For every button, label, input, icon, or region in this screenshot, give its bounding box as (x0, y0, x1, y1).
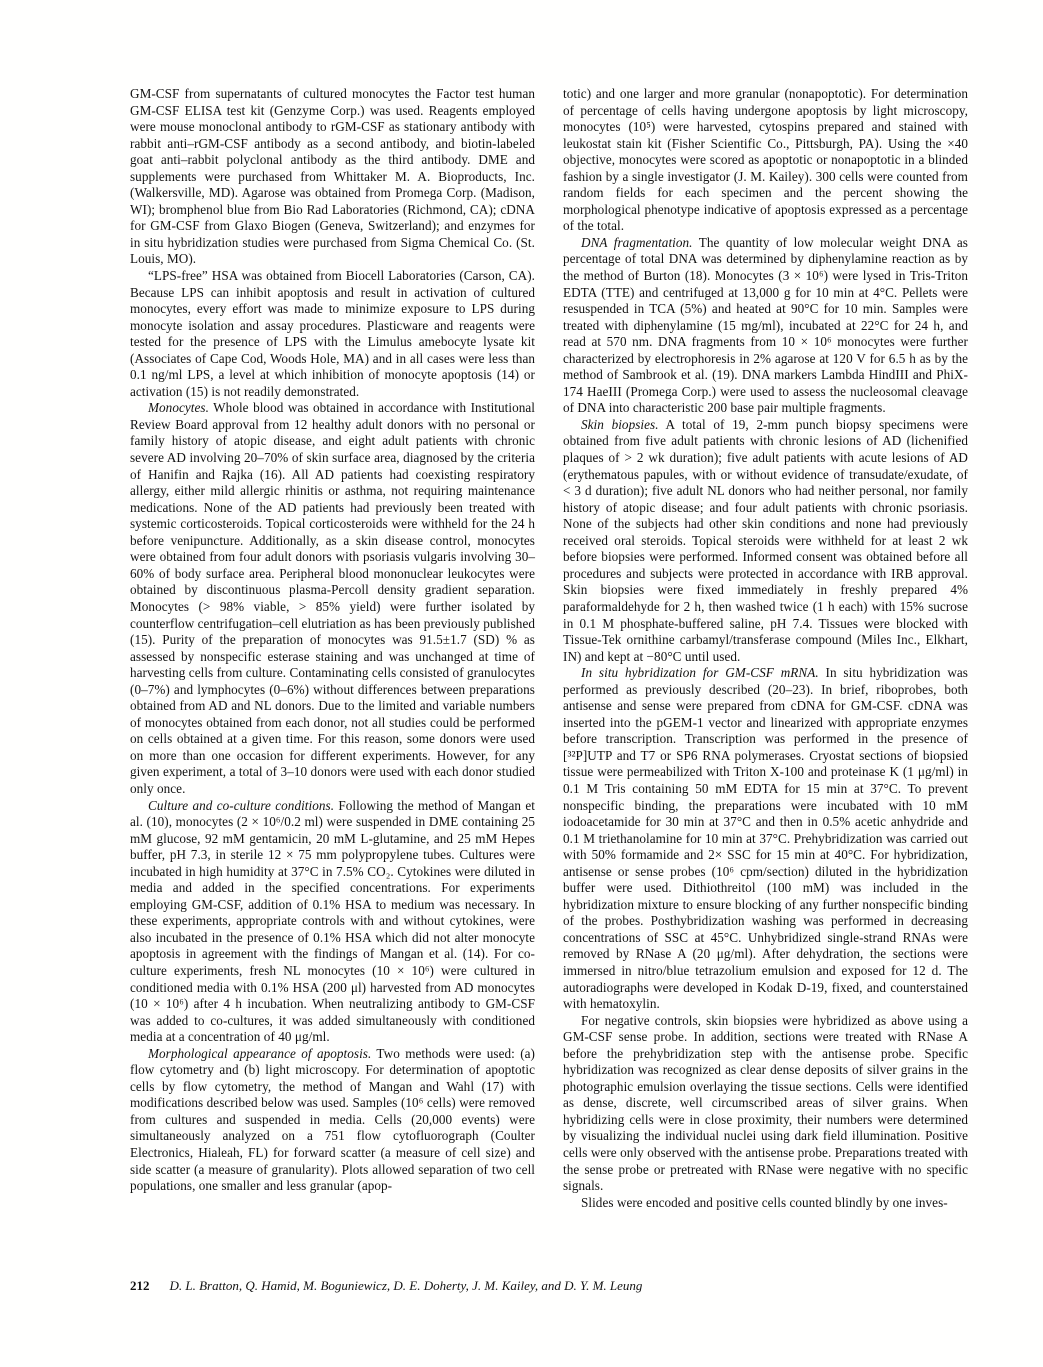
paragraph-text: Two methods were used: (a) flow cytometry and (b) light microscopy. For determination of apoptotic cells by flow cytometry, the method of Mangan and Wahl (17) with modifications described below was used. Samples (10⁶ cells) were removed from cultures and suspended in media. Cells (20,000 events) were simultaneously analyzed on a 751 flow cytofluorograph (Coulter Electronics, Hialeah, FL) for forward scatter (a measure of cell size) and side scatter (a measure of granularity). Plots allowed separation of two cell populations, one smaller and less granular (apop- (130, 1045, 535, 1194)
footer-authors: D. L. Bratton, Q. Hamid, M. Boguniewicz, D. E. Doherty, J. M. Kailey, and D. Y. M. Leung (169, 1278, 643, 1293)
paragraph-text: Whole blood was obtained in accordance with Institutional Review Board approval from 12 healthy adult donors with no personal or family history of atopic disease, and eight adult patients with chronic severe AD involving 20–70% of skin surface area, diagnosed by the criteria of Hanifin and Rajka (16). All AD patients had coexisting respiratory allergy, either mild allergic rhinitis or asthma, not requiring maintenance medications. None of the AD patients had previously been treated with systemic corticosteroids. Topical corticosteroids were withheld for the 24 h before venipuncture. Additionally, as a skin disease control, monocytes were obtained from four adult donors with psoriasis vulgaris involving 30–60% of body surface area. Peripheral blood mononuclear leukocytes were obtained by discontinuous plasma-Percoll density gradient separation. Monocytes (> 98% viable, > 85% yield) were further isolated by counterflow centrifugation–cell elutriation as has been previously published (15). Purity of the preparation of monocytes was 91.5±1.7 (SD) % as assessed by nonspecific esterase staining and was unchanged at time of harvesting cells from culture. Contaminating cells consisted of granulocytes (0–7%) and lymphocytes (0–6%) without differences between preparations obtained from AD and NL donors. Due to the limited and variable numbers of monocytes obtained from each donor, not all studies could be performed on cells obtained at a given time. For this reason, some donors were used on more than one occasion for different experiments. However, for any given experiment, a total of 3–10 donors were used with each donor studied only once. (130, 400, 535, 796)
paragraph-lead: Culture and co-culture conditions. (148, 797, 335, 813)
paragraph (563, 1195, 968, 1212)
paragraph-text: Slides were encoded and positive cells counted blindly by one inves- (581, 1194, 948, 1210)
paragraph-lead: Morphological appearance of apoptosis. (148, 1045, 372, 1061)
paragraph-lead: DNA fragmentation. (581, 234, 693, 250)
paragraph (130, 798, 535, 1046)
paragraph (130, 400, 535, 797)
paragraph-text: totic) and one larger and more granular (nonapoptotic). For determination of percentage of cells having undergone apoptosis by light microscopy, monocytes (10⁵) were harvested, cytospins prepared and stained with leukostat stain kit (Fisher Scientific Co., Pittsburgh, PA). Using the ×40 objective, monocytes were scored as apoptotic or nonapoptotic in a blinded fashion by a single investigator (J. M. Kailey). 300 cells were counted from random fields for each specimen and the percent showing the morphological phenotype indicative of apoptosis expressed as a percentage of the total. (563, 86, 968, 234)
paragraph-text: The quantity of low molecular weight DNA as percentage of total DNA was determined by diphenylamine reaction as by the method of Burton (18). Monocytes (3 × 10⁶) were lysed in Tris-Triton EDTA (TTE) and centrifuged at 13,000 g for 10 min at 4°C. Pellets were resuspended in TCA (5%) and heated at 90°C for 10 min. Samples were treated with diphenylamine (15 mg/ml), incubated at 22°C for 24 h, and read at 570 nm. DNA fragments from 10 × 10⁶ monocytes were further characterized by electrophoresis in 2% agarose at 120 V for 6.5 h as by the method of Sambrook et al. (19). DNA markers Lambda HindIII and PhiX-174 HaeIII (Promega Corp.) were used to assess the nucleosomal cleavage of DNA into characteristic 200 base pair multiple fragments. (563, 234, 968, 416)
paragraph-text: A total of 19, 2-mm punch biopsy specimens were obtained from five adult patients with chronic lesions of AD (lichenified plaques of > 2 wk duration); five adult patients with acute lesions of AD (erythematous papules, with or without evidence of transudate/exudate, of < 3 d duration); five adult NL donors who had neither personal, nor family history of atopic disease; and four adult patients with chronic psoriasis. None of the subjects had other skin conditions and none had previously received oral steroids. Topical steroids were withheld for at least 2 wk before biopsies were performed. Informed consent was obtained before all procedures and subjects were protected in accordance with IRB approval. Skin biopsies were fixed immediately in freshly prepared 4% paraformaldehyde for 2 h, then washed twice (1 h each) with 15% sucrose in 0.1 M phosphate-buffered saline, pH 7.4. Tissues were blocked with Tissue-Tek ornithine carbamyl/transferase compound (Miles Inc., Elkhart, IN) and kept at −80°C until used. (563, 416, 968, 664)
left-column (130, 86, 535, 1211)
paragraph (563, 417, 968, 665)
paragraph-text: In situ hybridization was performed as previously described (20–23). In brief, riboprobes, both antisense and sense were prepared from cDNA for GM-CSF. cDNA was inserted into the pGEM-1 vector and linearized with appropriate enzymes before transcription. Transcription was performed in the presence of [³²P]UTP and T7 or SP6 RNA polymerases. Cryostat sections of biopsied tissue were permeabilized with Triton X-100 and proteinase K (1 μg/ml) in 0.1 M Tris containing 50 mM EDTA for 15 min at 37°C. To prevent nonspecific binding, the preparations were incubated with 10 mM iodoacetamide for 30 min at 37°C and then in 0.5% acetic anhydride and 0.1 M triethanolamine for 10 min at 37°C. Prehybridization was carried out with 50% formamide and 2× SSC for 15 min at 40°C. For hybridization, antisense or sense probes (10⁶ cpm/section) diluted in the hybridization buffer were used. Dithiothreitol (100 mM) was included in the hybridization mixture to ensure blocking of any further nonspecific binding of the probes. Posthybridization washing was performed in decreasing concentrations of SSC at 45°C. Unhybridized single-strand RNAs were removed by RNase A (20 μg/ml). After dehydration, the sections were immersed in nitro/blue tetrazolium emulsion and exposed for 12 d. The autoradiographs were developed in Kodak D-19, fixed, and counterstained with hematoxylin. (563, 665, 968, 1012)
paragraph (130, 268, 535, 400)
paragraph (563, 1013, 968, 1195)
paragraph (563, 665, 968, 1012)
paragraph-text: Following the method of Mangan et al. (10), monocytes (2 × 10⁶/0.2 ml) were suspended in DME containing 25 mM glucose, 92 mM gentamicin, 20 mM L-glutamine, and 25 mM Hepes buffer, pH 7.3, in sterile 12 × 75 mm polypropylene tubes. Cultures were incubated in high humidity at 37°C in 7.5% CO₂. Cytokines were diluted in media and added in the specified concentrations. For experiments employing GM-CSF, addition of 0.1% HSA to medium was necessary. In these experiments, appropriate controls with and without cytokines, were also incubated in the presence of 0.1% HSA which did not alter monocyte apoptosis in agreement with the findings of Mangan et al. (14). For co-culture experiments, fresh NL monocytes (10 × 10⁶) were cultured in conditioned media with 0.1% HSA (200 μl) harvested from AD monocytes (10 × 10⁶) after 4 h incubation. When neutralizing antibody to GM-CSF was added to co-cultures, it was added simultaneously with conditioned media at a concentration of 40 μg/ml. (130, 797, 536, 1045)
paragraph-text: “LPS-free” HSA was obtained from Biocell Laboratories (Carson, CA). Because LPS can inhibit apoptosis and result in activation of cultured monocytes, every effort was made to minimize exposure to LPS during monocyte isolation and assay procedures. Plasticware and reagents were tested for the presence of LPS with the Limulus amebocyte lysate kit (Associates of Cape Cod, Woods Hole, MA) and in all cases were less than 0.1 ng/ml LPS, a level at which inhibition of monocyte apoptosis (14) or activation (15) is not readily demonstrated. (130, 268, 535, 399)
paragraph (563, 86, 968, 235)
paragraph-text: For negative controls, skin biopsies were hybridized as above using a GM-CSF sense probe. In addition, sections were treated with RNase A before the prehybridization step with the antisense probe. Specific hybridization was recognized as clear dense deposits of silver grains in the photographic emulsion overlaying the tissue sections. Cells were identified as dense, discrete, well circumscribed areas of silver grains. When hybridizing cells were in close proximity, their numbers were determined by visualizing the individual nuclei using dark field illumination. Positive cells were only observed with the antisense probe. Preparations treated with the sense probe or pretreated with RNase were negative with no specific signals. (563, 1012, 968, 1194)
two-column-text-body (130, 86, 968, 1211)
paragraph (130, 86, 535, 268)
paragraph-lead: In situ hybridization for GM-CSF mRNA. (581, 665, 819, 681)
paragraph-lead: Skin biopsies. (581, 416, 659, 432)
page-number: 212 (130, 1278, 150, 1293)
page-footer (130, 1278, 968, 1294)
paragraph (563, 235, 968, 417)
paragraph-lead: Monocytes. (148, 400, 209, 416)
paragraph (130, 1046, 535, 1195)
right-column (563, 86, 968, 1211)
paragraph-text: GM-CSF from supernatants of cultured monocytes the Factor test human GM-CSF ELISA test kit (Genzyme Corp.) was used. Reagents employed were mouse monoclonal antibody to rGM-CSF as stationary antibody with rabbit anti–rGM-CSF antibody as a second antibody, and biotin-labeled goat anti–rabbit polyclonal antibody as the third antibody. DME and supplements were purchased from Whittaker M. A. Bioproducts, Inc. (Walkersville, MD). Agarose was obtained from Promega Corp. (Madison, WI); bromphenol blue from Bio Rad Laboratories (Richmond, CA); cDNA for GM-CSF from Glaxo Biogen (Geneva, Switzerland); and enzymes for in situ hybridization studies were purchased from Sigma Chemical Co. (St. Louis, MO). (130, 86, 535, 267)
